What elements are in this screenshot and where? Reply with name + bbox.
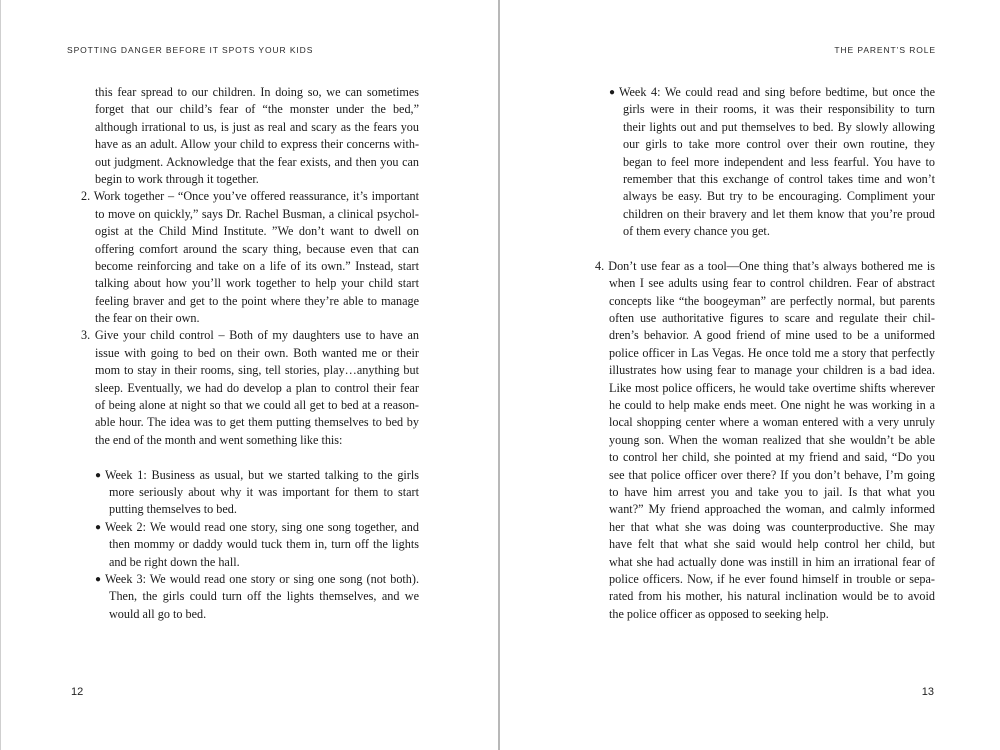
left-page-body [81, 84, 419, 623]
text-line: see that police officer over there? If you don’t behave, I’m going [609, 467, 935, 482]
text-line: become reinforcing and take on a life of its own.” Instead, start [95, 258, 419, 273]
text-line: mom to stay in their rooms, sing, tell stories, play…anything but [95, 363, 419, 378]
text-line: have felt that what she said would help control her child, but [609, 537, 935, 552]
bullet-item [609, 84, 935, 101]
spine-gutter [498, 0, 500, 750]
bullet-text: Week 4: We could read and sing before bedtime, but once the [619, 85, 935, 99]
list-item-heading: 3. Give your child control – Both of my daughters use to have an [81, 328, 419, 343]
text-line: their lights out and put themselves to bed. By slowly allowing [623, 119, 935, 134]
text-line: dren’s behavior. A good friend of mine used to be a uniformed [609, 328, 935, 343]
text-line: feeling braver and get to the point where they’re able to manage [95, 293, 419, 308]
list-item-heading: 4. Don’t use fear as a tool—One thing that’s always bothered me is [595, 258, 935, 273]
bullet-item [95, 519, 419, 536]
page-number-left: 12 [71, 686, 84, 698]
running-head-left: SPOTTING DANGER BEFORE IT SPOTS YOUR KIDS [67, 45, 314, 55]
text-line: this fear spread to our children. In doing so, we can sometimes [95, 85, 419, 99]
text-line: young son. When the woman realized that she wouldn’t be able [609, 432, 935, 447]
bullet-text: Week 1: Business as usual, but we started talking to the girls [105, 467, 419, 482]
left-page [0, 0, 499, 750]
right-page-body [595, 84, 935, 623]
running-head-right: THE PARENT’S ROLE [834, 45, 936, 55]
text-line: police officer in Las Vegas. He once told me a story that perfectly [609, 345, 935, 360]
text-line: often use authoritative figures to scare and regulate their chil- [609, 311, 935, 326]
bullet-icon: ● [95, 521, 102, 533]
text-line: her that what she was doing was counterproductive. She may [609, 519, 935, 534]
text-line: of them every chance you get. [623, 224, 770, 239]
text-line: to move on quickly,” says Dr. Rachel Busman, a clinical psychol- [95, 206, 419, 221]
text-line: he could to help make ends meet. One night he was working in a [609, 398, 935, 413]
bullet-item [95, 467, 419, 484]
text-line: of being alone at night so that we could all get to bed at a reason- [95, 398, 419, 413]
text-line: our girls to take more control over their own routine, they [623, 137, 935, 152]
bullet-icon: ● [95, 573, 102, 585]
text-line: to control her child, she pointed at my friend and said, “Do you [609, 450, 935, 465]
text-line: ogist at the Child Mind Institute. ”We don’t want to dwell on [95, 224, 419, 239]
text-line: Like most police officers, he would take overtime shifts wherever [609, 380, 935, 395]
text-line: the end of the month and went something like this: [95, 432, 343, 447]
text-line: always be easy. But try to be encouraging. Compliment your [623, 189, 935, 204]
text-line: sleep. Eventually, we had do develop a plan to control their fear [95, 380, 419, 395]
bullet-item [95, 571, 419, 588]
text-line: able hour. The idea was to get them putting themselves to bed by [95, 415, 419, 430]
text-line: children on their bravery and let them know that you’re proud [623, 206, 935, 221]
text-line: although irrational to us, is just as real and scary as the fears you [95, 119, 419, 134]
text-line: forget that our child’s fear of “the monster under the bed,” [95, 102, 419, 117]
paragraph-gap [81, 449, 419, 466]
text-line: concepts like “the boogeyman” are perfectly normal, but parents [609, 293, 935, 308]
text-line: the fear on their own. [95, 311, 200, 326]
text-line: began to feel more independent and less fearful. You have to [623, 154, 935, 169]
text-line: and be right down the hall. [109, 554, 240, 569]
text-line: talking about how you’ll work together to help your child start [95, 276, 419, 291]
bullet-icon: ● [95, 469, 102, 481]
text-line: rated from his mother, his natural inclination would be to avoid [609, 589, 935, 604]
text-line: illustrates how using fear to manage your children is a bad idea. [609, 363, 935, 378]
text-line: have as an adult. Allow your child to express their concerns with- [95, 137, 419, 152]
text-line: out judgment. Acknowledge that the fear exists, and then you can [95, 154, 419, 169]
text-line: girls were in their rooms, it was their responsibility to turn [623, 102, 935, 117]
text-line: begin to work through it together. [95, 171, 259, 186]
text-line: then mommy or daddy would tuck them in, turn off the lights [109, 537, 419, 552]
text-line: local shopping center where a woman entered with a very unruly [609, 415, 935, 430]
text-line: more seriously about why it was important for them to start [109, 484, 419, 499]
text-line: want?” My friend approached the woman, and calmly informed [609, 502, 935, 517]
text-line: offering comfort around the scary thing, because even that can [95, 241, 419, 256]
text-line: issue with going to bed on their own. Both wanted me or their [95, 345, 419, 360]
bullet-text: Week 2: We would read one story, sing one song together, and [105, 519, 419, 534]
list-item-heading: 2. Work together – “Once you’ve offered reassurance, it’s important [81, 189, 419, 204]
text-line: what she had actually done was instill in him an irrational fear of [609, 554, 935, 569]
text-line: the police officer as opposed to seeking help. [609, 606, 829, 621]
bullet-text: Week 3: We would read one story or sing one song (not both). [105, 571, 419, 586]
text-line: remember that this exchange of control takes time and won’t [623, 171, 935, 186]
text-line: to have him arrest you and take you to jail. Is that what you [609, 484, 935, 499]
text-line: putting themselves to bed. [109, 502, 237, 517]
text-line: when I see adults using fear to control children. Fear of abstract [609, 276, 935, 291]
text-line: would all go to bed. [109, 606, 207, 621]
page-number-right: 13 [921, 686, 934, 698]
text-line: police officers. Now, if he ever found himself in trouble or sepa- [609, 571, 935, 586]
paragraph-gap [595, 241, 935, 258]
bullet-icon: ● [609, 87, 616, 98]
right-page [501, 0, 1000, 750]
text-line: Then, the girls could turn off the lights themselves, and we [109, 589, 419, 604]
